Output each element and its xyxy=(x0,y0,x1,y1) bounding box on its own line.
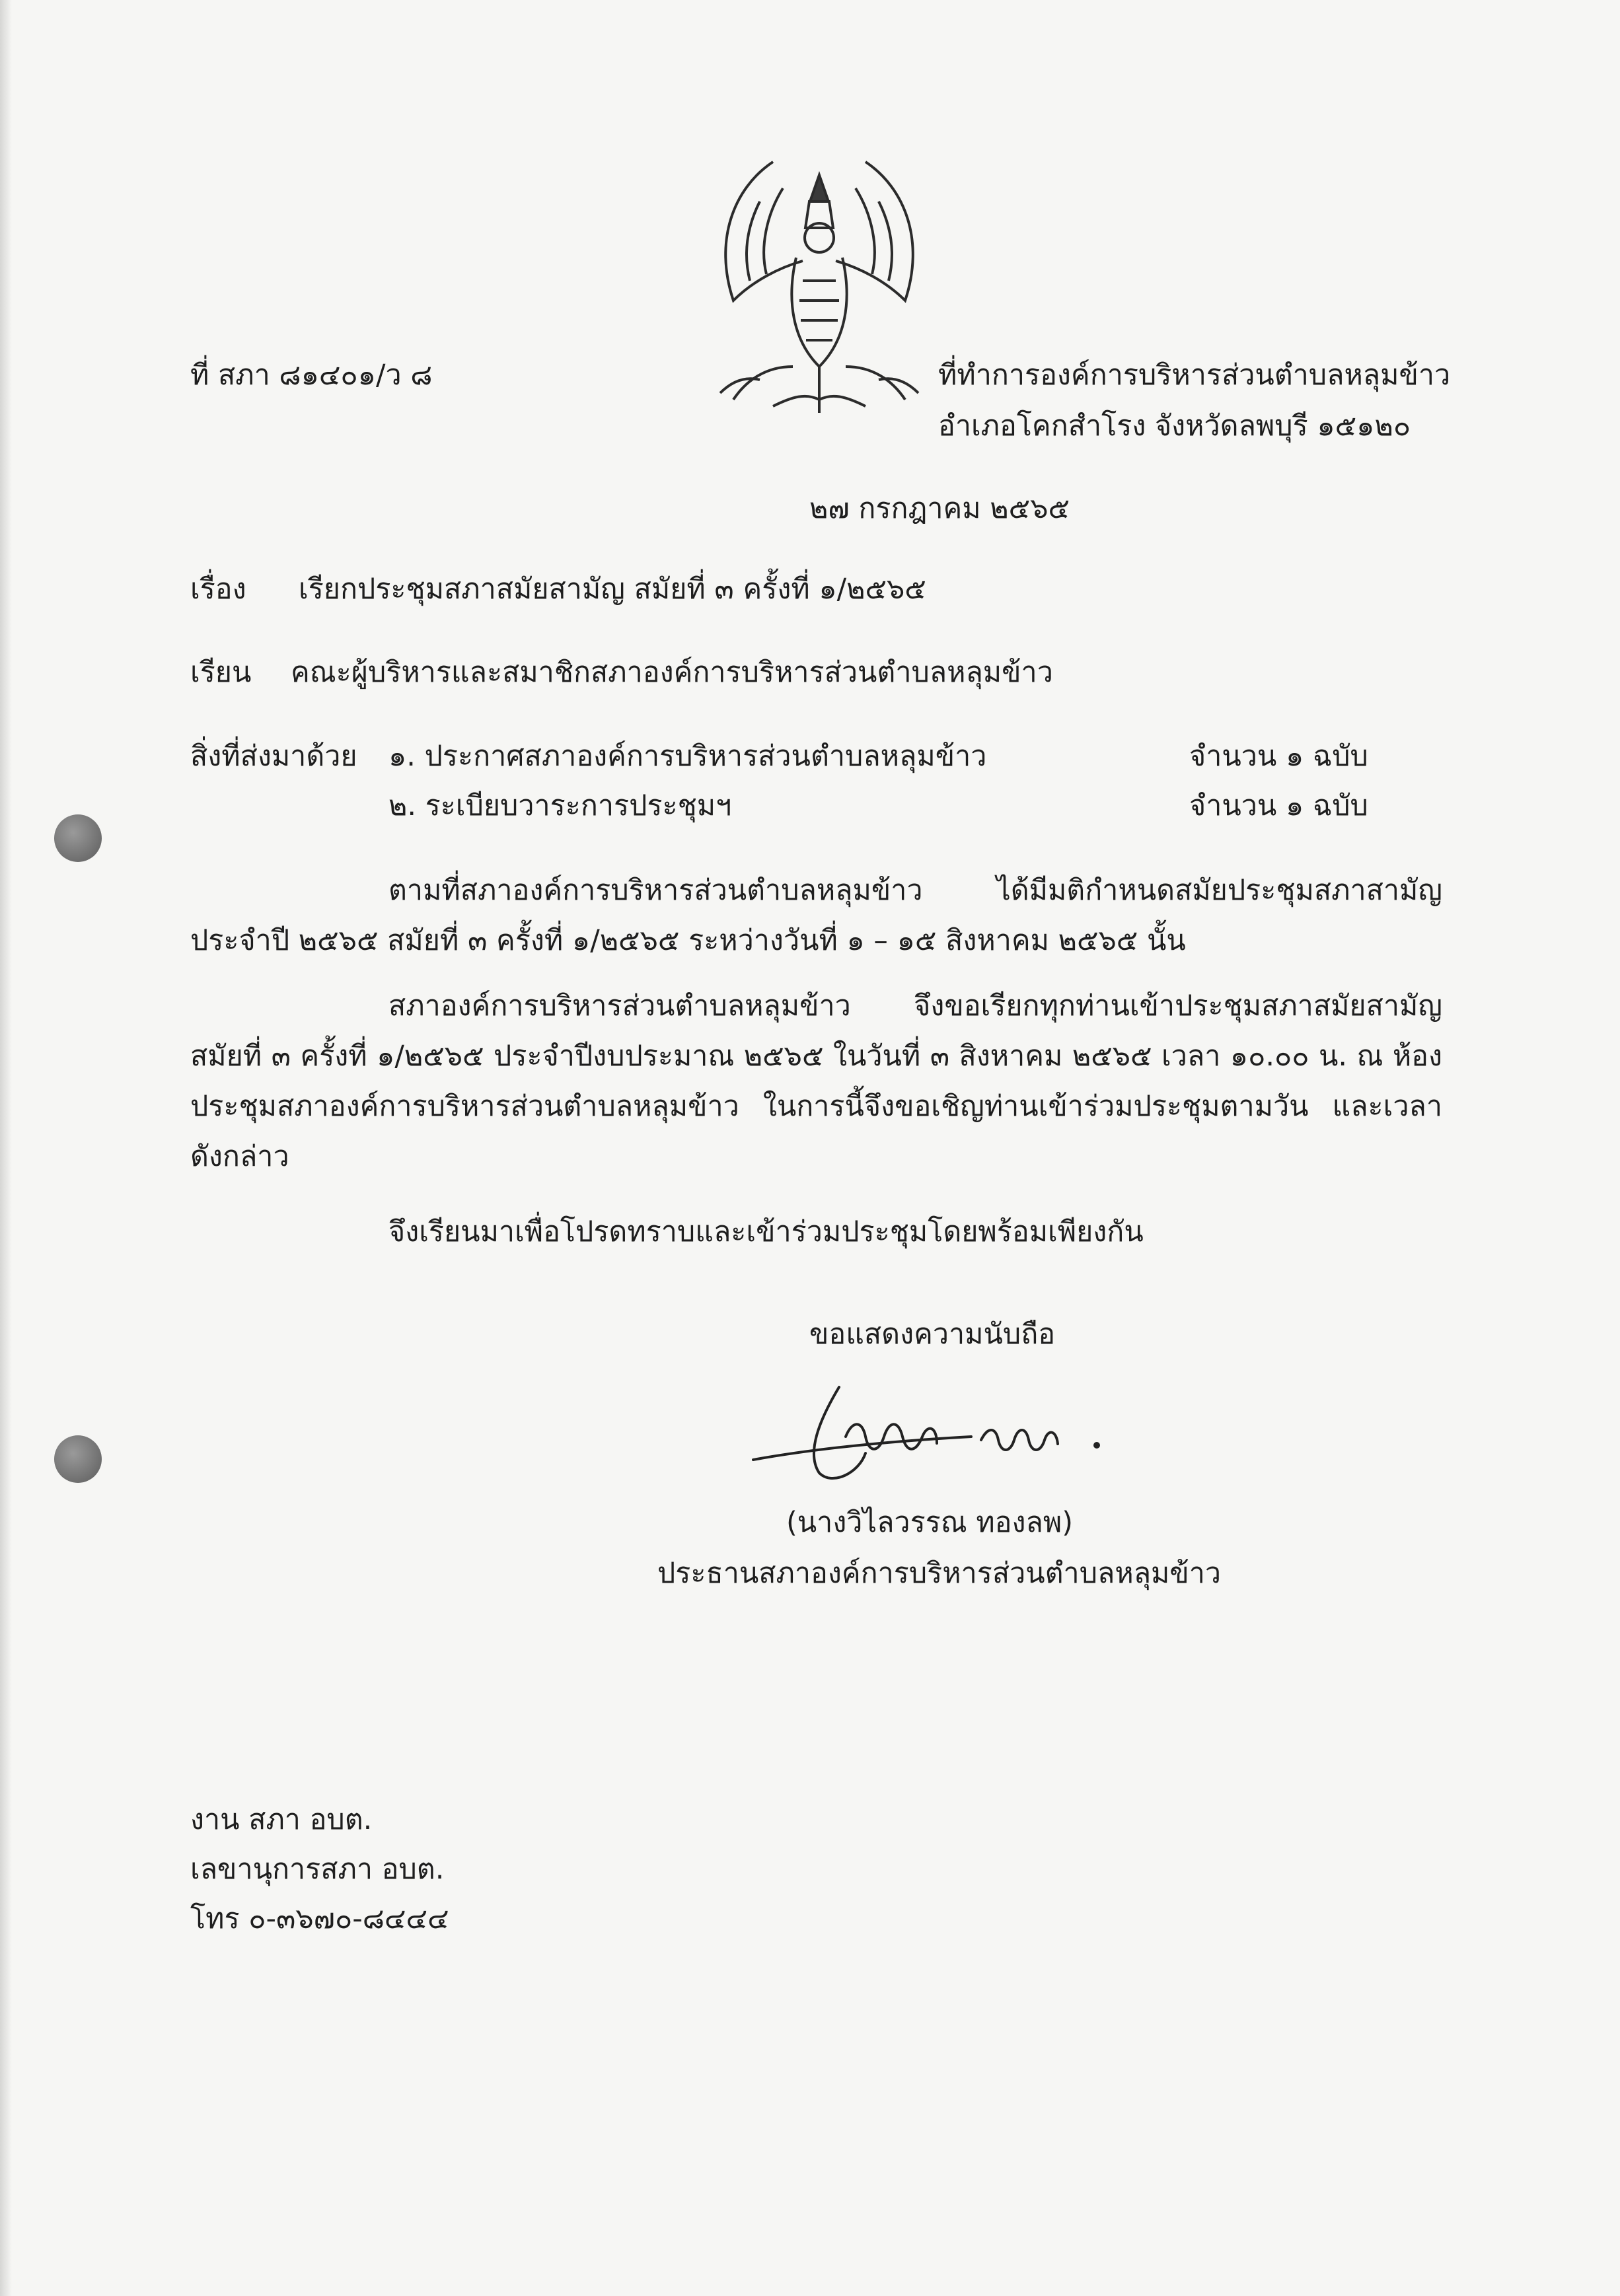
punch-hole-top xyxy=(54,814,102,862)
enclosures-label: สิ่งที่ส่งมาด้วย xyxy=(190,740,357,773)
enclosure-item-1: ๑. ประกาศสภาองค์การบริหารส่วนตำบลหลุมข้าว xyxy=(388,740,987,773)
office-name: ที่ทำการองค์การบริหารส่วนตำบลหลุมข้าว xyxy=(938,359,1451,392)
body-paragraph-2: สภาองค์การบริหารส่วนตำบลหลุมข้าว จึงขอเรียกทุกท่านเข้าประชุมสภาสมัยสามัญ สมัยที่ ๓ ครั้งที่ ๑/๒๕๖๕ ประจำปีงบประมาณ ๒๕๖๕ ในวันที่ ๓ สิงหาคม ๒๕๖๕ เวลา ๑๐.๐๐ น. ณ ห้องประชุมสภาองค์การบริหารส่วนตำบลหลุมข้าว ในการนี้จึงขอเชิญท่านเข้าร่วมประชุมตามวัน และเวลา ดังกล่าว xyxy=(190,989,1442,1173)
closing-line: จึงเรียนมาเพื่อโปรดทราบและเข้าร่วมประชุมโดยพร้อมเพียงกัน xyxy=(388,1215,1144,1248)
subject-label: เรื่อง xyxy=(190,573,246,606)
page-shadow-edge xyxy=(0,0,12,2296)
footer-office: เลขานุการสภา อบต. xyxy=(190,1853,445,1886)
document-number: ที่ สภา ๘๑๔๐๑/ว ๘ xyxy=(190,359,433,392)
document-date: ๒๗ กรกฎาคม ๒๕๖๕ xyxy=(809,492,1070,525)
salutation: ขอแสดงความนับถือ xyxy=(809,1318,1056,1351)
footer-phone: โทร ๐-๓๖๗๐-๘๔๔๔ xyxy=(190,1902,449,1935)
signature xyxy=(747,1374,1130,1493)
addressee-text: คณะผู้บริหารและสมาชิกสภาองค์การบริหารส่วนตำบลหลุมข้าว xyxy=(291,656,1053,689)
footer-department: งาน สภา อบต. xyxy=(190,1803,373,1836)
subject-text: เรียกประชุมสภาสมัยสามัญ สมัยที่ ๓ ครั้งที่ ๑/๒๕๖๕ xyxy=(299,573,926,606)
signer-name: (นางวิไลวรรณ ทองลพ) xyxy=(786,1506,1073,1539)
enclosure-qty-1: จำนวน ๑ ฉบับ xyxy=(1189,740,1368,773)
punch-hole-bottom xyxy=(54,1435,102,1483)
office-address: อำเภอโคกสำโรง จังหวัดลพบุรี ๑๕๑๒๐ xyxy=(938,410,1411,443)
addressee-label: เรียน xyxy=(190,656,252,689)
garuda-emblem-icon xyxy=(694,149,945,426)
enclosure-item-2: ๒. ระเบียบวาระการประชุมฯ xyxy=(388,789,732,822)
enclosure-qty-2: จำนวน ๑ ฉบับ xyxy=(1189,789,1368,822)
body-paragraph-1: ตามที่สภาองค์การบริหารส่วนตำบลหลุมข้าว ได้มีมติกำหนดสมัยประชุมสภาสามัญประจำปี ๒๕๖๕ สมัยที่ ๓ ครั้งที่ ๑/๒๕๖๕ ระหว่างวันที่ ๑ – ๑๕ สิงหาคม ๒๕๖๕ นั้น xyxy=(190,874,1442,957)
signer-position: ประธานสภาองค์การบริหารส่วนตำบลหลุมข้าว xyxy=(657,1557,1222,1590)
